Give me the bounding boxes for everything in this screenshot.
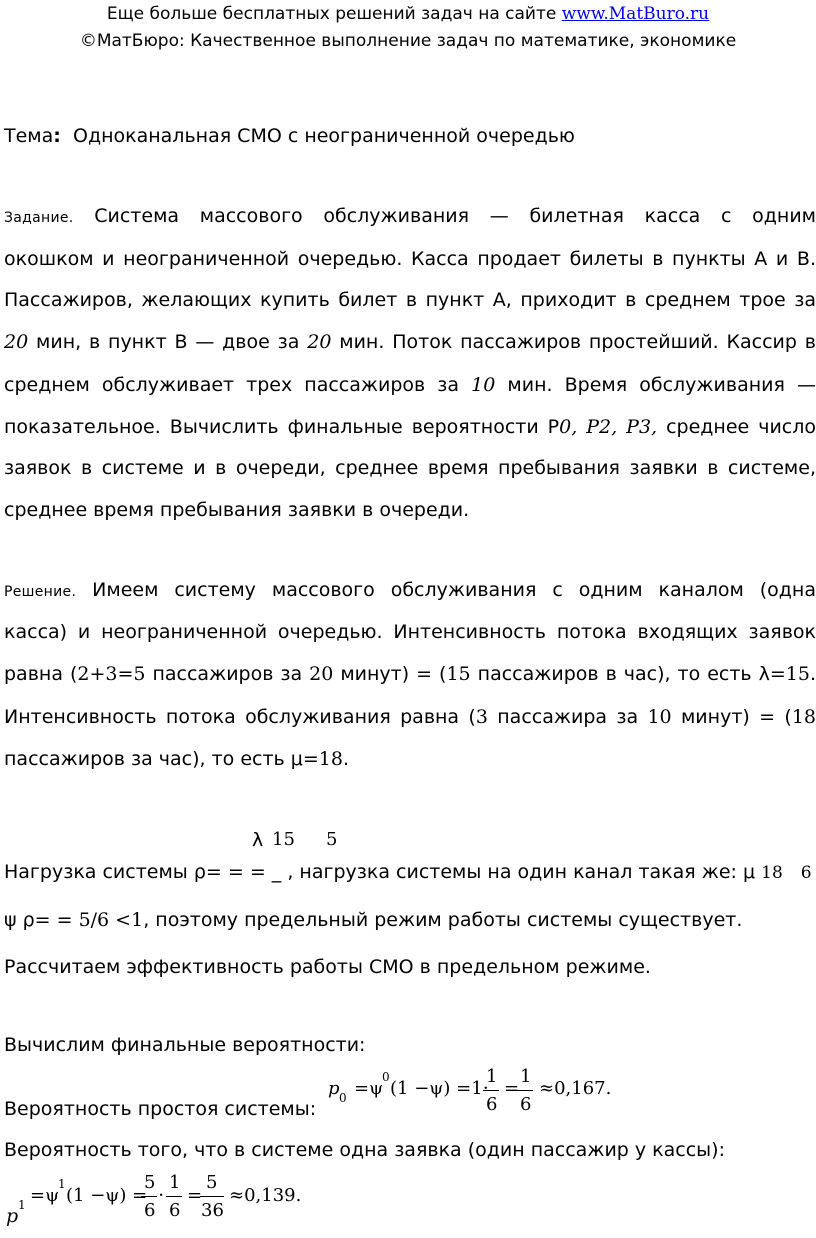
task-line-1: [4, 204, 816, 230]
topic-colon: :: [53, 125, 61, 147]
psi-line: [4, 908, 742, 932]
site-link[interactable]: www.MatBuro.ru: [561, 4, 710, 24]
s4f: 18: [791, 706, 816, 728]
solution-line-1: [4, 578, 816, 604]
p0-d2: 6: [520, 1094, 532, 1115]
p1-n2: 1: [169, 1172, 181, 1193]
load-bar: _: [271, 861, 282, 883]
solution-label: Решение.: [4, 584, 77, 600]
lambda-value: 15: [785, 663, 810, 685]
p1-bar2: [166, 1196, 182, 1197]
s3d: 20: [309, 663, 334, 685]
p0-result: ≈0,167.: [539, 1078, 612, 1099]
solution-line-5: [4, 747, 349, 771]
p1-n3: 5: [206, 1172, 218, 1193]
p1-rest: (1 −ψ) =: [66, 1185, 148, 1206]
p0-p: p: [328, 1078, 340, 1099]
p1-d2: 6: [169, 1200, 181, 1221]
banner-text: Еще больше бесплатных решений задач на сайте: [106, 4, 562, 24]
task-text-5a: среднем обслуживает трех пассажиров за: [4, 374, 472, 396]
p1-p: p: [6, 1205, 19, 1227]
s3f: 15: [446, 663, 471, 685]
task-num-10: 10: [471, 374, 496, 396]
s5c: .: [342, 748, 349, 770]
task-text-6c: среднее число: [657, 416, 816, 438]
p1-eq1: =ψ: [30, 1185, 60, 1206]
task-line-3: Пассажиров, желающих купить билет в пункт А, приходит в среднем трое за: [4, 289, 816, 311]
task-num-20a: 20: [4, 331, 29, 353]
load-6: 6: [800, 863, 812, 883]
p0-d1: 6: [486, 1094, 498, 1115]
p0-bar1: [483, 1090, 499, 1091]
s3a: равна (: [4, 663, 78, 685]
frac-num-lambda: λ: [252, 829, 264, 851]
copyright-line: ©МатБюро: Качественное выполнение задач по математике, экономике: [79, 31, 737, 51]
s3b: 2+3=5: [77, 663, 146, 685]
load-18: 18: [761, 863, 783, 883]
task-label: Задание.: [4, 210, 74, 226]
task-line-6: [4, 415, 816, 439]
p0-n1: 1: [486, 1066, 498, 1087]
p1-d1: 6: [144, 1200, 156, 1221]
calc-line: Рассчитаем эффективность работы СМО в предельном режиме.: [4, 956, 651, 978]
task-text-1: Система массового обслуживания — билетная касса с одним: [94, 205, 816, 227]
solution-line-3: [4, 662, 816, 686]
task-line-7: заявок в системе и в очереди, среднее время пребывания заявки в системе,: [4, 457, 816, 479]
task-text-4d: мин. Поток пассажиров простейший. Кассир в: [331, 331, 816, 353]
load-a: Нагрузка системы ρ= = =: [4, 861, 272, 883]
s4b: 3: [475, 706, 488, 728]
p1-bar3: [200, 1196, 224, 1197]
psi-b: 5/6 <1: [78, 909, 144, 931]
p0-eq1: =ψ: [354, 1078, 384, 1099]
psi-a: ψ ρ= =: [4, 909, 79, 931]
s4a: Интенсивность потока обслуживания равна (: [4, 706, 476, 728]
site-banner: [0, 4, 816, 24]
p0-n2: 1: [520, 1066, 532, 1087]
psi-c: , поэтому предельный режим работы системы существует.: [143, 909, 743, 931]
final-line: Вычислим финальные вероятности:: [4, 1034, 366, 1056]
p1-result: ≈0,139.: [229, 1185, 302, 1206]
s3c: пассажиров за: [145, 663, 310, 685]
load-c: , нагрузка системы на один канал такая же: μ: [281, 861, 762, 883]
solution-text-1: Имеем систему массового обслуживания с одним каналом (одна: [76, 579, 816, 601]
p1-eq2: =: [187, 1185, 203, 1206]
s3i: .: [809, 663, 816, 685]
p1-n1: 5: [144, 1172, 156, 1193]
p0-eq2: =: [504, 1078, 520, 1099]
task-line-8: среднее время пребывания заявки в очереди.: [4, 499, 470, 521]
topic-line: [4, 124, 575, 148]
s4d: 10: [647, 706, 672, 728]
task-probabilities: 0, P2, P3,: [559, 416, 658, 438]
frac-num-15: 15: [272, 829, 295, 850]
p0-bar2: [517, 1090, 533, 1091]
solution-line-2: касса) и неограниченной очередью. Интенсивность потока входящих заявок: [4, 621, 816, 643]
s5a: пассажиров за час), то есть μ=: [4, 748, 319, 770]
p1-dot: ⋅: [158, 1185, 165, 1206]
task-num-20b: 20: [307, 331, 332, 353]
s3e: минут) = (: [333, 663, 447, 685]
p1-sub: 1: [18, 1198, 26, 1212]
topic-title: Одноканальная СМО с неограниченной очередью: [72, 125, 575, 147]
topic-label: Тема: [4, 125, 54, 147]
p1-d3: 36: [201, 1200, 224, 1221]
s4c: пассажира за: [487, 706, 648, 728]
solution-line-4: [4, 705, 816, 729]
p1-sup: 1: [58, 1177, 66, 1191]
p1-label: Вероятность того, что в системе одна заявка (один пассажир у кассы):: [4, 1139, 725, 1161]
frac-num-5: 5: [326, 829, 338, 850]
task-text-5c: мин. Время обслуживания —: [495, 374, 816, 396]
task-line-5: [4, 373, 816, 397]
s3g: пассажиров в час), то есть λ=: [470, 663, 786, 685]
p1-bar1: [141, 1196, 157, 1197]
p0-label: Вероятность простоя системы:: [4, 1098, 317, 1120]
task-line-2: окошком и неограниченной очередью. Касса продает билеты в пункты А и В.: [4, 248, 816, 270]
task-line-4: [4, 330, 816, 354]
p0-sup: 0: [382, 1070, 390, 1084]
task-text-4b: мин, в пункт В — двое за: [28, 331, 308, 353]
task-text-6a: показательное. Вычислить финальные вероятности Р: [4, 416, 560, 438]
p0-rest: (1 −ψ) =1⋅: [390, 1078, 489, 1099]
mu-value: 18: [318, 748, 343, 770]
s4e: минут) = (: [671, 706, 792, 728]
p0-sub: 0: [339, 1091, 347, 1105]
load-line: [4, 860, 812, 885]
